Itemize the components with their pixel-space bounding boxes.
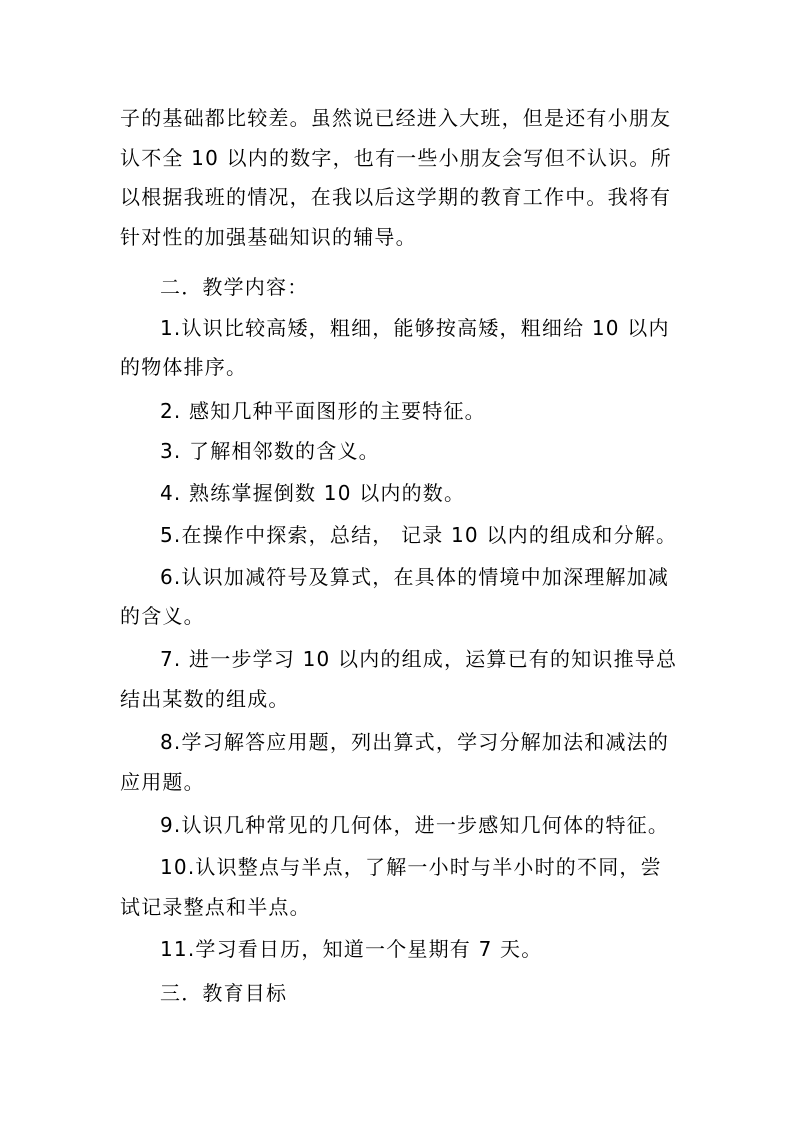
list-item-6-line-2: 的含义。	[120, 604, 205, 628]
list-item-10-line-2: 试记录整点和半点。	[120, 895, 311, 919]
list-item-11: 11.学习看日历，知道一个星期有 7 天。	[160, 937, 543, 961]
list-item-7-line-2: 结出某数的组成。	[120, 687, 290, 711]
list-item-9: 9.认识几种常见的几何体，进一步感知几何体的特征。	[160, 813, 670, 837]
section-heading-education-goals: 三．教育目标	[160, 981, 288, 1005]
list-item-4: 4. 熟练掌握倒数 10 以内的数。	[160, 481, 466, 505]
intro-line-1: 子的基础都比较差。虽然说已经进入大班，但是还有小朋友	[120, 106, 672, 130]
list-item-10-line-1: 10.认识整点与半点，了解一小时与半小时的不同，尝	[160, 855, 662, 879]
intro-line-3: 以根据我班的情况，在我以后这学期的教育工作中。我将有	[120, 185, 672, 209]
list-item-8-line-2: 应用题。	[120, 770, 205, 794]
intro-line-4: 针对性的加强基础知识的辅导。	[120, 225, 417, 249]
list-item-1-line-2: 的物体排序。	[120, 355, 248, 379]
list-item-6-line-1: 6.认识加减符号及算式，在具体的情境中加深理解加减	[160, 565, 670, 589]
list-item-3: 3. 了解相邻数的含义。	[160, 439, 380, 463]
intro-line-2: 认不全 10 以内的数字，也有一些小朋友会写但不认识。所	[120, 146, 672, 170]
list-item-8-line-1: 8.学习解答应用题，列出算式，学习分解加法和减法的	[160, 730, 670, 754]
list-item-7-line-1: 7. 进一步学习 10 以内的组成，运算已有的知识推导总	[160, 647, 678, 671]
list-item-5: 5.在操作中探索，总结， 记录 10 以内的组成和分解。	[160, 523, 678, 547]
section-heading-teaching-content: 二．教学内容：	[160, 275, 309, 299]
list-item-1-line-1: 1.认识比较高矮，粗细，能够按高矮，粗细给 10 以内	[160, 316, 670, 340]
list-item-2: 2. 感知几种平面图形的主要特征。	[160, 399, 486, 423]
